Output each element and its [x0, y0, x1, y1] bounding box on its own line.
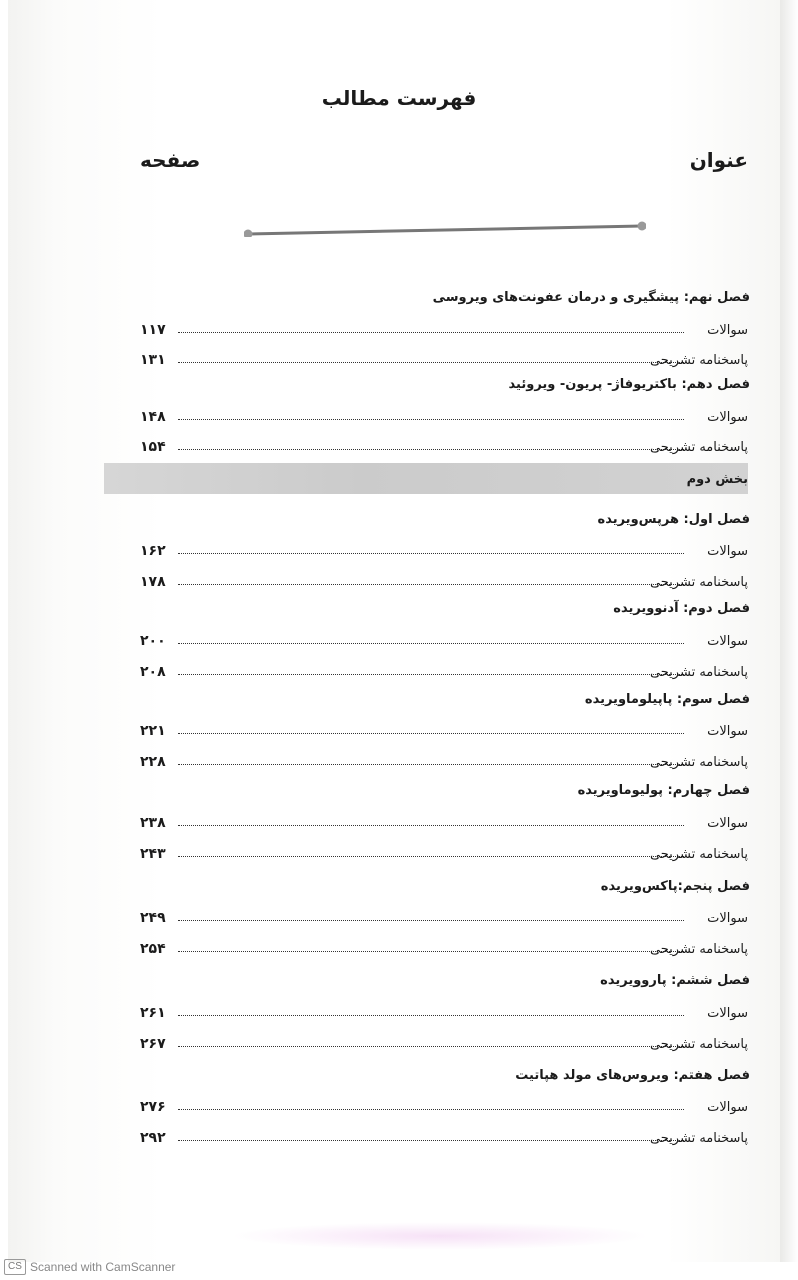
toc-row-answers	[140, 842, 748, 862]
title-column-header: عنوان	[689, 148, 748, 172]
page-stain	[230, 1222, 650, 1250]
entry-label: سوالات	[707, 323, 748, 338]
page-edge	[780, 0, 798, 1262]
chapter-title: فصل هفتم: ویروس‌های مولد هپاتیت	[515, 1068, 750, 1083]
entry-label: سوالات	[707, 410, 748, 425]
toc-row-questions	[140, 719, 748, 739]
toc-row-questions	[140, 405, 748, 425]
entry-label: سوالات	[707, 911, 748, 926]
leader-dots	[178, 332, 684, 333]
entry-label: پاسخنامه تشریحی	[649, 847, 748, 862]
toc-row-questions	[140, 539, 748, 559]
leader-dots	[178, 1140, 684, 1141]
entry-label: سوالات	[707, 634, 748, 649]
entry-label: پاسخنامه تشریحی	[649, 1037, 748, 1052]
leader-dots	[178, 733, 684, 734]
leader-dots	[178, 674, 684, 675]
leader-dots	[178, 951, 684, 952]
leader-dots	[178, 1046, 684, 1047]
toc-row-questions	[140, 629, 748, 649]
chapter-title: فصل ششم: پاروویریده	[600, 973, 750, 988]
chapter-title: فصل اول: هرپس‌ویریده	[597, 512, 750, 527]
entry-label: پاسخنامه تشریحی	[649, 1131, 748, 1146]
chapter-title: فصل سوم: پاپیلوماویریده	[584, 692, 750, 707]
entry-label: پاسخنامه تشریحی	[649, 353, 748, 368]
page-number: ۱۵۴	[140, 439, 166, 455]
leader-dots	[178, 920, 684, 921]
leader-dots	[178, 362, 684, 363]
chapter-title: فصل دوم: آدنوویریده	[613, 601, 750, 616]
page-number: ۱۷۸	[140, 574, 166, 590]
page-number: ۲۰۰	[140, 633, 166, 649]
page-title: فهرست مطالب	[321, 86, 477, 110]
section-band	[104, 463, 748, 494]
chapter-title: فصل پنجم:پاکس‌ویریده	[600, 879, 750, 894]
leader-dots	[178, 553, 684, 554]
toc-row-questions	[140, 318, 748, 338]
page-number: ۲۲۱	[140, 723, 166, 739]
entry-label: پاسخنامه تشریحی	[649, 440, 748, 455]
chapter-title: فصل دهم: باکتریوفاژ- پریون- ویروئید	[508, 377, 750, 392]
toc-row-questions	[140, 811, 748, 831]
page-number: ۲۵۴	[140, 941, 166, 957]
header-divider	[244, 221, 646, 237]
page-number: ۱۶۲	[140, 543, 166, 559]
toc-row-answers	[140, 660, 748, 680]
leader-dots	[178, 584, 684, 585]
toc-row-answers	[140, 1032, 748, 1052]
leader-dots	[178, 1015, 684, 1016]
page-number: ۲۰۸	[140, 664, 166, 680]
toc-row-answers	[140, 750, 748, 770]
toc-row-answers	[140, 1126, 748, 1146]
entry-label: سوالات	[707, 816, 748, 831]
scanner-watermark	[4, 1258, 175, 1276]
leader-dots	[178, 825, 684, 826]
entry-label: سوالات	[707, 724, 748, 739]
toc-row-answers	[140, 570, 748, 590]
leader-dots	[178, 643, 684, 644]
leader-dots	[178, 1109, 684, 1110]
page-number: ۲۶۱	[140, 1005, 166, 1021]
toc-row-answers	[140, 348, 748, 368]
chapter-title: فصل چهارم: پولیوماویریده	[577, 783, 750, 798]
entry-label: سوالات	[707, 1006, 748, 1021]
leader-dots	[178, 856, 684, 857]
entry-label: سوالات	[707, 544, 748, 559]
watermark-text: Scanned with CamScanner	[30, 1260, 176, 1274]
toc-row-questions	[140, 906, 748, 926]
toc-row-answers	[140, 937, 748, 957]
section-heading: بخش دوم	[686, 472, 748, 487]
page-number: ۲۴۹	[140, 910, 166, 926]
toc-row-questions	[140, 1001, 748, 1021]
entry-label: پاسخنامه تشریحی	[649, 665, 748, 680]
page-number: ۲۹۲	[140, 1130, 166, 1146]
page-column-header: صفحه	[140, 148, 201, 172]
toc-row-answers	[140, 435, 748, 455]
page-number: ۱۱۷	[140, 322, 166, 338]
page-number: ۲۶۷	[140, 1036, 166, 1052]
leader-dots	[178, 449, 684, 450]
page-number: ۲۲۸	[140, 754, 166, 770]
entry-label: سوالات	[707, 1100, 748, 1115]
page-number: ۲۷۶	[140, 1099, 166, 1115]
chapter-title: فصل نهم: پیشگیری و درمان عفونت‌های ویروسی	[432, 290, 750, 305]
page-number: ۱۳۱	[140, 352, 166, 368]
leader-dots	[178, 419, 684, 420]
entry-label: پاسخنامه تشریحی	[649, 575, 748, 590]
page-number: ۲۳۸	[140, 815, 166, 831]
page-number: ۲۴۳	[140, 846, 166, 862]
toc-row-questions	[140, 1095, 748, 1115]
page-number: ۱۴۸	[140, 409, 166, 425]
entry-label: پاسخنامه تشریحی	[649, 942, 748, 957]
leader-dots	[178, 764, 684, 765]
entry-label: پاسخنامه تشریحی	[649, 755, 748, 770]
camscanner-logo-icon: CS	[4, 1259, 26, 1275]
